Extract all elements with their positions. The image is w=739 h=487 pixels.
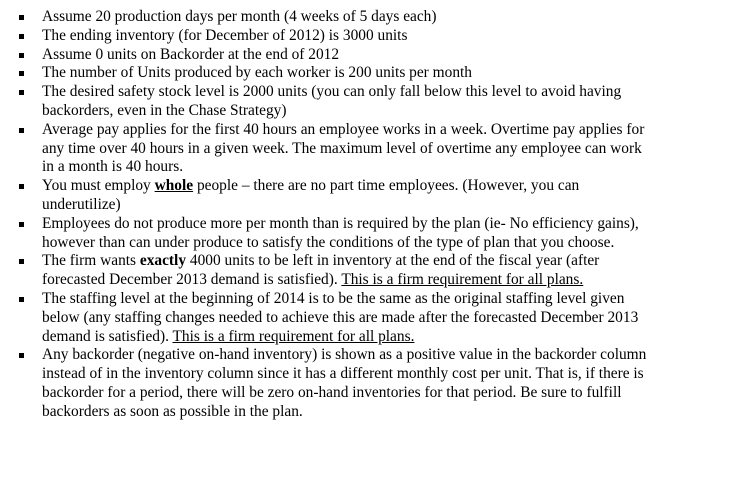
list-item bbox=[0, 27, 739, 46]
text-line bbox=[42, 365, 719, 384]
text-run: in a month is 40 hours. bbox=[42, 158, 184, 176]
text-line bbox=[42, 83, 719, 102]
text-line bbox=[42, 309, 719, 328]
emphasis-text: whole bbox=[154, 177, 194, 195]
text-run: backorders as soon as possible in the plan. bbox=[42, 402, 303, 420]
list-item bbox=[0, 64, 739, 83]
text-line bbox=[42, 8, 719, 27]
text-run: instead of in the inventory column since it has a different monthly cost per unit. That is, if there is bbox=[42, 365, 644, 383]
square-bullet-icon bbox=[19, 353, 24, 358]
square-bullet-icon bbox=[19, 259, 24, 264]
text-line bbox=[42, 27, 719, 46]
text-line bbox=[42, 234, 719, 253]
list-item bbox=[0, 46, 739, 65]
text-line bbox=[42, 215, 719, 234]
text-run: demand is satisfied). bbox=[42, 327, 173, 345]
assumptions-list bbox=[0, 8, 739, 422]
text-run: The number of Units produced by each worker is 200 units per month bbox=[42, 64, 472, 82]
text-line bbox=[42, 252, 719, 271]
text-line bbox=[42, 177, 719, 196]
list-item bbox=[0, 215, 739, 253]
text-line bbox=[42, 64, 719, 83]
text-run: underutilize) bbox=[42, 195, 121, 213]
square-bullet-icon bbox=[19, 71, 24, 76]
text-run: backorders, even in the Chase Strategy) bbox=[42, 101, 287, 119]
text-run: Any backorder (negative on-hand inventory) is shown as a positive value in the backorder column bbox=[42, 346, 647, 364]
text-run: Assume 20 production days per month (4 weeks of 5 days each) bbox=[42, 8, 437, 25]
text-line bbox=[42, 196, 719, 215]
list-item bbox=[0, 252, 739, 290]
text-run: below (any staffing changes needed to achieve this are made after the forecasted December 2013 bbox=[42, 308, 639, 326]
square-bullet-icon bbox=[19, 222, 24, 227]
text-line bbox=[42, 121, 719, 140]
text-run: The staffing level at the beginning of 2014 is to be the same as the original staffing level given bbox=[42, 289, 625, 307]
list-item bbox=[0, 346, 739, 421]
list-item bbox=[0, 8, 739, 27]
square-bullet-icon bbox=[19, 90, 24, 95]
text-line bbox=[42, 46, 719, 65]
text-line bbox=[42, 290, 719, 309]
text-run: any time over 40 hours in a given week. The maximum level of overtime any employee can work bbox=[42, 139, 642, 157]
text-run: people – there are no part time employees. (However, you can bbox=[193, 177, 580, 195]
text-run: 4000 units to be left in inventory at the end of the fiscal year (after bbox=[186, 252, 600, 270]
text-run: Average pay applies for the first 40 hours an employee works in a week. Overtime pay applies for bbox=[42, 120, 645, 138]
text-run: You must employ bbox=[42, 177, 155, 195]
text-line bbox=[42, 271, 719, 290]
list-item bbox=[0, 83, 739, 121]
square-bullet-icon bbox=[19, 128, 24, 133]
text-line bbox=[42, 346, 719, 365]
list-item bbox=[0, 290, 739, 346]
square-bullet-icon bbox=[19, 53, 24, 58]
emphasis-text: exactly bbox=[139, 252, 187, 270]
text-run: Employees do not produce more per month than is required by the plan (ie- No efficiency gains), bbox=[42, 214, 639, 232]
text-run: The firm wants bbox=[42, 252, 140, 270]
text-run: forecasted December 2013 demand is satisfied). bbox=[42, 271, 342, 289]
text-line bbox=[42, 384, 719, 403]
list-item bbox=[0, 177, 739, 215]
list-item bbox=[0, 121, 739, 177]
text-run: The desired safety stock level is 2000 units (you can only fall below this level to avoid having bbox=[42, 83, 622, 101]
text-line bbox=[42, 102, 719, 121]
text-line bbox=[42, 403, 719, 422]
text-run: Assume 0 units on Backorder at the end of 2012 bbox=[42, 45, 340, 63]
text-run: backorder for a period, there will be zero on-hand inventories for that period. Be sure to fulfill bbox=[42, 383, 622, 401]
requirement-note: This is a firm requirement for all plans. bbox=[172, 327, 415, 345]
text-line bbox=[42, 328, 719, 347]
text-run: The ending inventory (for December of 2012) is 3000 units bbox=[42, 26, 408, 44]
square-bullet-icon bbox=[19, 34, 24, 39]
square-bullet-icon bbox=[19, 184, 24, 189]
square-bullet-icon bbox=[19, 297, 24, 302]
requirement-note: This is a firm requirement for all plans. bbox=[341, 271, 584, 289]
text-line bbox=[42, 158, 719, 177]
text-run: however than can under produce to satisfy the conditions of the type of plan that you choose. bbox=[42, 233, 615, 251]
square-bullet-icon bbox=[19, 15, 24, 20]
text-line bbox=[42, 140, 719, 159]
